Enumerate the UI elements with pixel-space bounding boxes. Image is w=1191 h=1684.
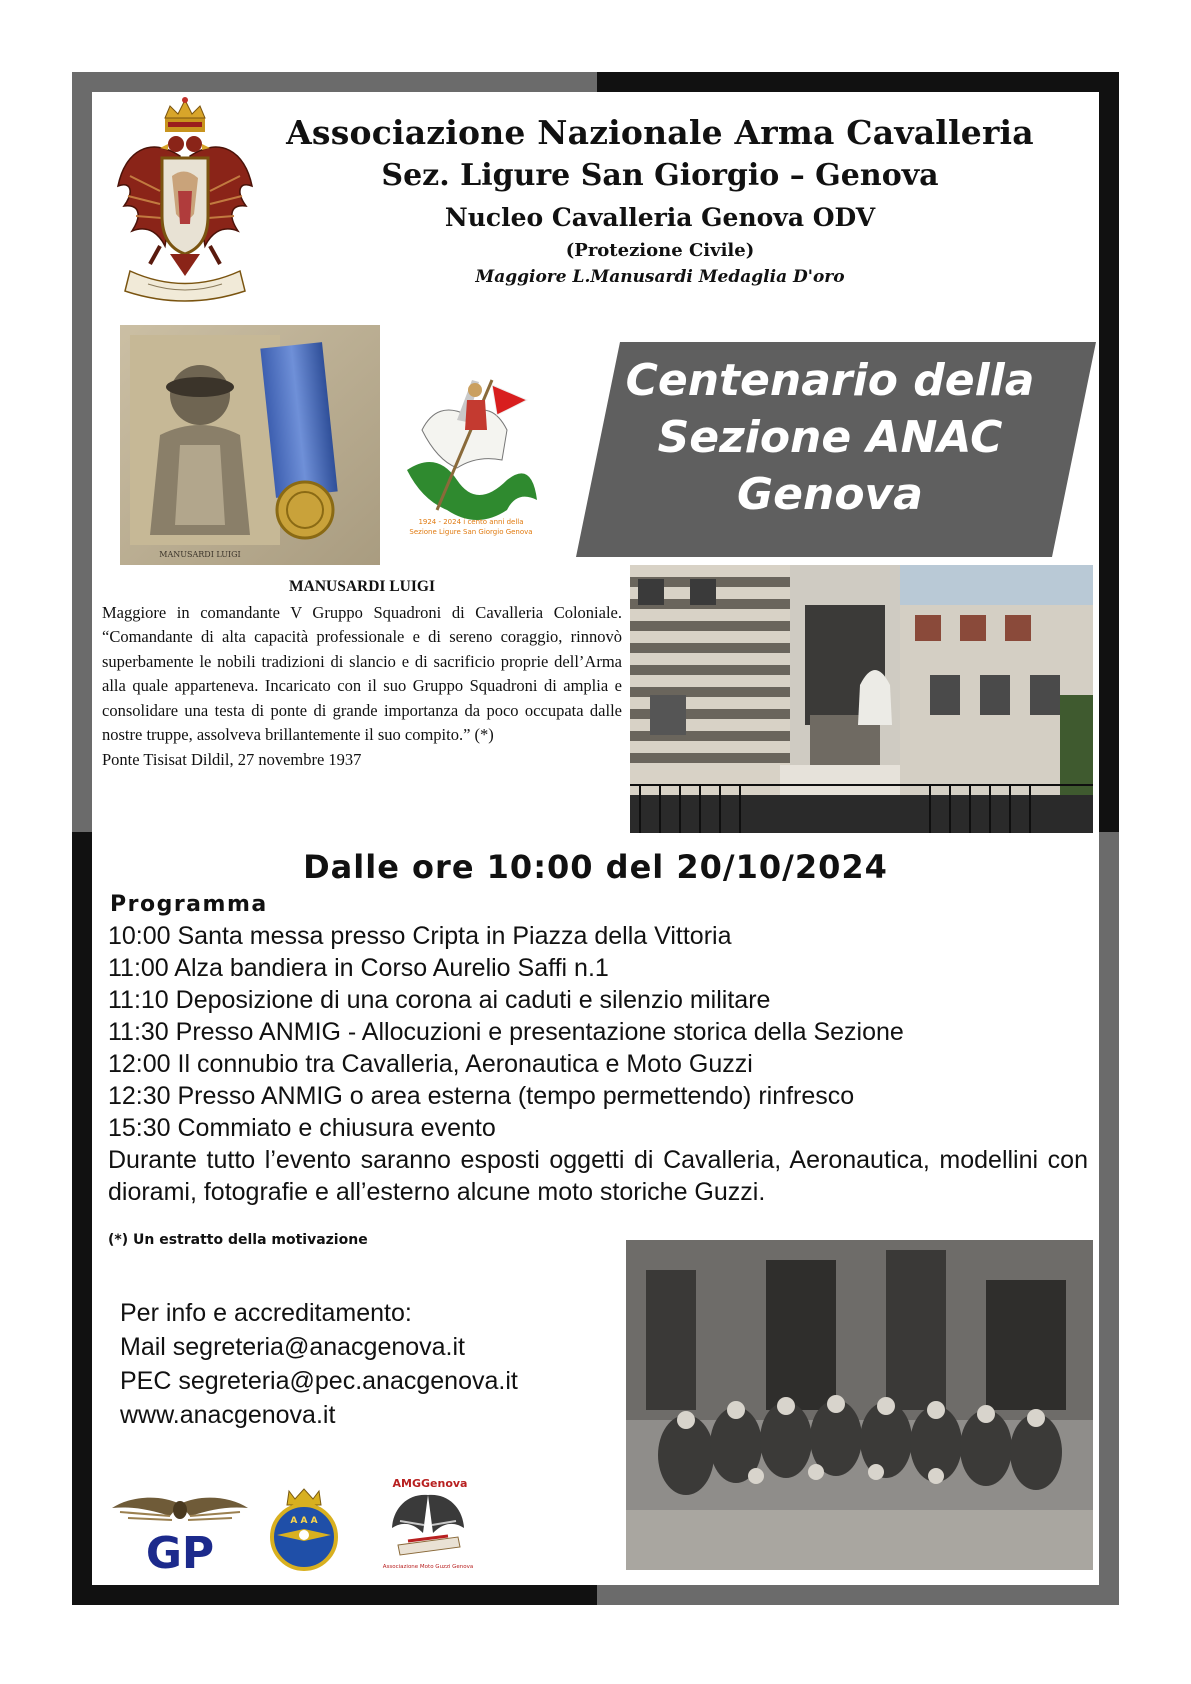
frame-right-top [1099, 72, 1119, 832]
section-title: Sez. Ligure San Giorgio – Genova [381, 158, 939, 193]
banner-line-3: Genova [737, 469, 923, 520]
programme-item: 11:10 Deposizione di una corona ai caduti e silenzio militare [108, 986, 771, 1014]
medal-motivation [102, 575, 622, 772]
historic-group-photo [626, 1240, 1093, 1570]
programme-item: 10:00 Santa messa presso Cripta in Piazza della Vittoria [108, 922, 732, 950]
motivation-name: MANUSARDI LUIGI [289, 578, 435, 595]
amg-logo-title: AMGGenova [392, 1477, 468, 1490]
programme-list [108, 920, 1088, 1208]
anac-building-photo [630, 565, 1093, 833]
frame-right-bottom [1099, 832, 1119, 1605]
aaa-logo-text: A A A [290, 1516, 318, 1526]
association-title: Associazione Nazionale Arma Cavalleria [286, 113, 1034, 152]
cavalry-eagle-emblem-icon [110, 96, 260, 308]
frame-top-right [597, 72, 1119, 92]
contact-pec[interactable]: PEC segreteria@pec.anacgenova.it [120, 1367, 518, 1395]
san-giorgio-centenary-logo [397, 360, 545, 542]
programme-closing-text: Durante tutto l’evento saranno esposti oggetti di Cavalleria, Aeronautica, modellini con diorami, fotografie e all’esterno alcune moto storiche Guzzi. [108, 1146, 1088, 1206]
nucleus-title: Nucleo Cavalleria Genova ODV [444, 203, 876, 232]
motivation-footnote: (*) Un estratto della motivazione [108, 1232, 368, 1248]
banner-title [610, 352, 1050, 523]
civil-protection-label: (Protezione Civile) [565, 240, 755, 261]
frame-bottom-right [597, 1585, 1119, 1605]
frame-bottom-left [72, 1585, 597, 1605]
frame-left-top [72, 72, 92, 832]
banner-line-1: Centenario della [625, 355, 1035, 406]
programme-item: 12:00 Il connubio tra Cavalleria, Aeronautica e Moto Guzzi [108, 1050, 753, 1078]
amg-logo-caption: Associazione Moto Guzzi Genova [382, 1564, 474, 1570]
amg-genova-logo [378, 1473, 478, 1573]
banner-line-2: Sezione ANAC [657, 412, 1003, 463]
event-date-line: Dalle ore 10:00 del 20/10/2024 [303, 848, 888, 886]
gp-wings-logo [110, 1490, 250, 1574]
motivation-text: Maggiore in comandante V Gruppo Squadroni di Cavalleria Coloniale. “Comandante di alta capacità professionale e di sereno coraggio, rinnovò superbamente le nobili tradizioni di slancio e di sacrificio proprie dell’Arma alla quale apparteneva. Incaricato con il suo Gruppo Squadroni di amplia e consolidare una testa di ponte di grande importanza da poco occupata dalle nostre truppe, assolveva brillantemente il suo compito.” (*) [102, 602, 622, 744]
george-logo-caption-2: Sezione Ligure San Giorgio Genova [409, 528, 533, 536]
medal-photo-caption: MANUSARDI LUIGI [159, 550, 241, 559]
contact-heading: Per info e accreditamento: [120, 1299, 412, 1327]
programme-item: 15:30 Commiato e chiusura evento [108, 1114, 496, 1142]
frame-top-left [72, 72, 597, 92]
programme-title: Programma [110, 892, 268, 917]
manusardi-medal-photo [120, 325, 380, 565]
gp-logo-text: GP [145, 1528, 215, 1574]
programme-item: 11:30 Presso ANMIG - Allocuzioni e presentazione storica della Sezione [108, 1018, 904, 1046]
motivation-place-date: Ponte Tisisat Dildil, 27 novembre 1937 [102, 749, 362, 769]
dedication-line: Maggiore L.Manusardi Medaglia D'oro [475, 267, 845, 287]
contact-website-link[interactable]: www.anacgenova.it [120, 1401, 336, 1429]
contact-info [120, 1296, 518, 1432]
george-logo-caption-1: 1924 - 2024 i cento anni della [418, 518, 524, 526]
frame-left-bottom [72, 832, 92, 1605]
programme-item: 12:30 Presso ANMIG o area esterna (tempo permettendo) rinfresco [108, 1082, 855, 1110]
programme-item: 11:00 Alza bandiera in Corso Aurelio Saffi n.1 [108, 954, 609, 982]
contact-mail[interactable]: Mail segreteria@anacgenova.it [120, 1333, 466, 1361]
aaa-aeronautica-logo [265, 1485, 343, 1575]
